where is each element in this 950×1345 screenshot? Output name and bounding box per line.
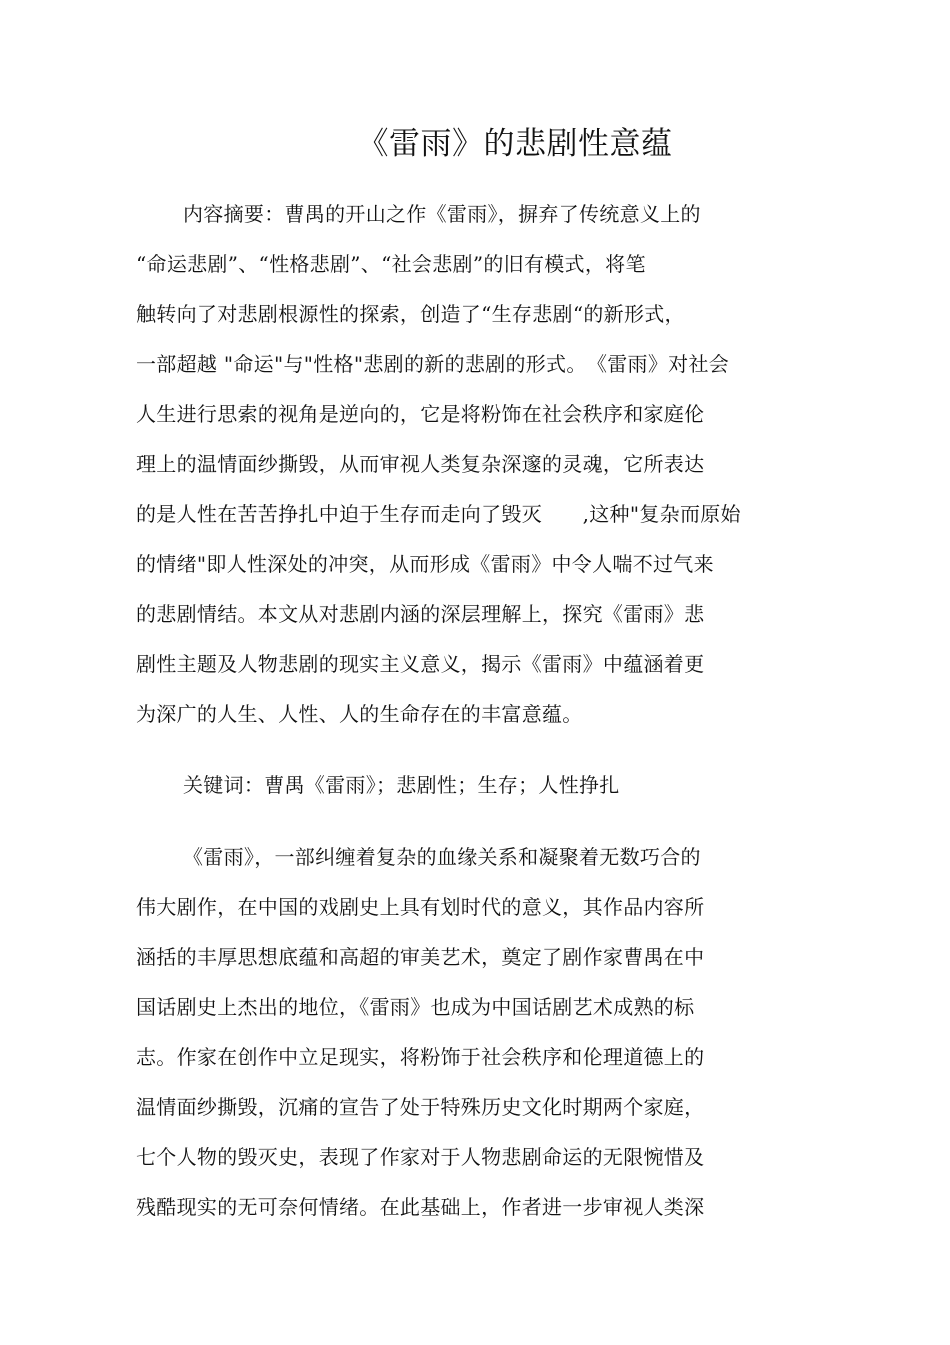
abstract-line: 的悲剧情结。本文从对悲剧内涵的深层理解上，探究《雷雨》悲	[136, 602, 705, 626]
body-line: 《雷雨》，一部纠缠着复杂的血缘关系和凝聚着无数巧合的	[183, 845, 701, 869]
abstract-line: 理上的温情面纱撕毁，从而审视人类复杂深邃的灵魂，它所表达	[136, 452, 705, 476]
abstract-line: 一部超越 "命运"与"性格"悲剧的新的悲剧的形式。 《雷雨》对社会	[136, 352, 730, 376]
body-line: 七个人物的毁灭史，表现了作家对于人物悲剧命运的无限惋惜及	[136, 1145, 705, 1169]
body-line: 温情面纱撕毁，沉痛的宣告了处于特殊历史文化时期两个家庭，	[136, 1095, 705, 1119]
keywords-line: 关键词：曹禺《雷雨》；悲剧性；生存；人性挣扎	[183, 773, 620, 797]
body-line: 国话剧史上杰出的地位，《雷雨》也成为中国话剧艺术成熟的标	[136, 995, 695, 1019]
title-area	[0, 0, 950, 200]
body-line: 伟大剧作，在中国的戏剧史上具有划时代的意义，其作品内容所	[136, 895, 705, 919]
abstract-line: 人生进行思索的视角是逆向的，它是将粉饰在社会秩序和家庭伦	[136, 402, 705, 426]
abstract-line: 的情绪"即人性深处的冲突，从而形成《雷雨》中令人喘不过气来	[136, 552, 714, 576]
document-title: 《雷雨》的悲剧性意蕴	[357, 126, 673, 162]
abstract-line: 的是人性在苦苦挣扎中迫于生存而走向了毁灭 ,这种"复杂而原始	[136, 502, 741, 526]
body-line: 残酷现实的无可奈何情绪。在此基础上，作者进一步审视人类深	[136, 1195, 705, 1219]
abstract-line: 剧性主题及人物悲剧的现实主义意义，揭示《雷雨》中蕴涵着更	[136, 652, 705, 676]
abstract-line: 内容摘要：曹禺的开山之作《雷雨》，摒弃了传统意义上的	[183, 202, 701, 226]
body-line: 涵括的丰厚思想底蕴和高超的审美艺术，奠定了剧作家曹禺在中	[136, 945, 705, 969]
abstract-line: 触转向了对悲剧根源性的探索，创造了“生存悲剧“的新形式，	[136, 302, 685, 326]
abstract-line: 为深广的人生、人性、人的生命存在的丰富意蕴。	[136, 702, 583, 726]
body-line: 志。作家在创作中立足现实，将粉饰于社会秩序和伦理道德上的	[136, 1045, 705, 1069]
abstract-line: “命运悲剧”、“性格悲剧”、“社会悲剧”的旧有模式，将笔	[136, 252, 646, 276]
